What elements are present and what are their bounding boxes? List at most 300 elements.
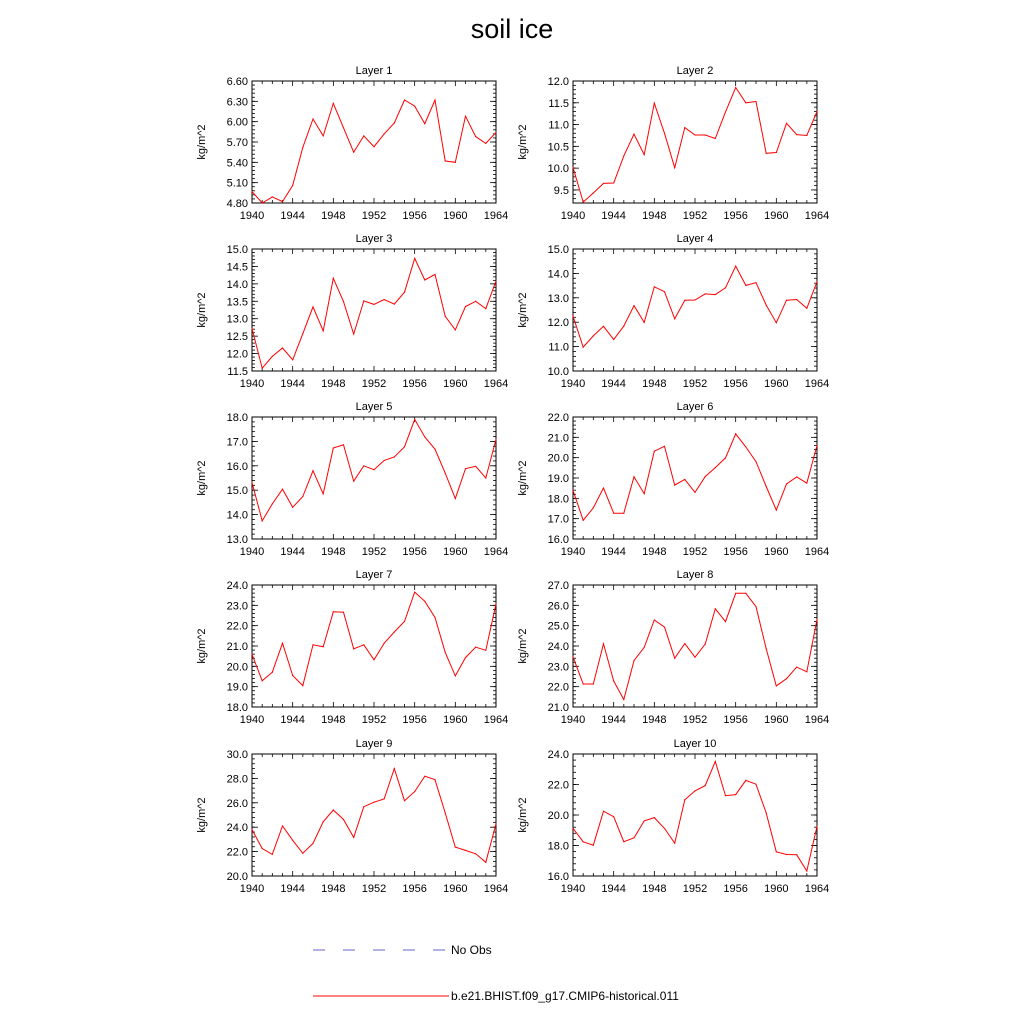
data-point: [363, 806, 364, 807]
x-tick-label: 1960: [443, 378, 468, 390]
data-point: [796, 476, 797, 477]
y-tick-label: 14.5: [226, 261, 248, 274]
data-point: [384, 133, 385, 134]
data-point: [603, 643, 604, 644]
y-tick-label: 11.5: [548, 97, 569, 110]
data-point: [333, 809, 334, 810]
x-tick-label: 1948: [321, 546, 346, 558]
y-tick-label: 17.0: [226, 436, 248, 449]
data-point: [333, 611, 334, 612]
x-tick-label: 1948: [642, 714, 667, 726]
data-point: [796, 854, 797, 855]
data-point: [603, 487, 604, 488]
data-point: [343, 301, 344, 302]
data-point: [735, 87, 736, 88]
data-point: [684, 643, 685, 644]
x-tick-label: 1956: [402, 883, 427, 895]
data-point: [583, 202, 584, 203]
data-point: [735, 265, 736, 266]
data-point: [373, 802, 374, 803]
data-point: [485, 477, 486, 478]
y-tick-label: 11.0: [548, 119, 569, 132]
data-point: [445, 316, 446, 317]
data-point: [684, 127, 685, 128]
data-point: [424, 776, 425, 777]
x-tick-label: 1944: [280, 210, 305, 222]
data-point: [495, 280, 496, 281]
y-tick-label: 18.0: [226, 412, 248, 424]
y-tick-label: 27.0: [547, 580, 569, 592]
y-tick-label: 13.0: [226, 534, 248, 546]
data-point: [633, 837, 634, 838]
y-tick-label: 15.0: [226, 244, 248, 256]
data-point: [755, 101, 756, 102]
data-point: [593, 845, 594, 846]
y-tick-label: 20.0: [226, 661, 248, 674]
data-point: [302, 853, 303, 854]
data-point: [414, 791, 415, 792]
x-tick-label: 1952: [361, 714, 387, 726]
data-point: [302, 685, 303, 686]
data-point: [272, 196, 273, 197]
data-point: [445, 160, 446, 161]
y-tick-label: 24.0: [226, 580, 248, 592]
data-point: [343, 444, 344, 445]
data-point: [434, 449, 435, 450]
data-point: [603, 811, 604, 812]
y-tick-label: 24.0: [547, 641, 569, 653]
panel-title: Layer 7: [355, 569, 393, 581]
x-tick-label: 1940: [239, 378, 265, 390]
data-point: [745, 780, 746, 781]
legend-label: b.e21.BHIST.f09_g17.CMIP6-historical.011: [451, 989, 679, 1003]
x-tick-label: 1956: [402, 210, 427, 222]
x-tick-label: 1948: [642, 883, 667, 895]
panel-title: Layer 6: [676, 401, 714, 413]
data-point: [394, 456, 395, 457]
data-point: [292, 675, 293, 676]
data-point: [806, 671, 807, 672]
data-point: [776, 510, 777, 511]
data-point: [312, 470, 313, 471]
chart-panel-6: [517, 401, 829, 558]
data-point: [272, 503, 273, 504]
data-point: [353, 481, 354, 482]
data-point: [654, 286, 655, 287]
data-point: [475, 301, 476, 302]
y-tick-label: 22.0: [226, 846, 248, 859]
y-tick-label: 26.0: [226, 797, 248, 810]
data-point: [455, 675, 456, 676]
y-tick-label: 12.0: [226, 348, 248, 361]
data-point: [664, 626, 665, 627]
y-tick-label: 18.0: [226, 702, 248, 714]
data-point: [745, 446, 746, 447]
x-tick-label: 1960: [764, 210, 789, 222]
y-tick-label: 6.60: [226, 76, 248, 88]
data-point: [593, 683, 594, 684]
data-point: [816, 826, 817, 827]
x-tick-label: 1952: [682, 714, 708, 726]
data-point: [282, 489, 283, 490]
series-line: [252, 592, 496, 686]
data-point: [735, 433, 736, 434]
x-tick-label: 1952: [682, 378, 708, 390]
chart-panel-2: [517, 65, 829, 222]
data-point: [424, 279, 425, 280]
data-point: [262, 520, 263, 521]
data-point: [353, 333, 354, 334]
x-tick-label: 1940: [239, 714, 265, 726]
y-tick-label: 23.0: [547, 661, 569, 674]
y-tick-label: 22.0: [547, 412, 569, 424]
plot-frame: [573, 417, 817, 539]
data-point: [755, 461, 756, 462]
series-line: [252, 100, 496, 203]
data-point: [475, 136, 476, 137]
data-point: [424, 601, 425, 602]
data-point: [404, 800, 405, 801]
data-point: [766, 812, 767, 813]
x-tick-label: 1952: [361, 378, 387, 390]
data-point: [816, 445, 817, 446]
data-point: [312, 118, 313, 119]
data-point: [633, 305, 634, 306]
data-point: [485, 862, 486, 863]
x-tick-label: 1940: [560, 378, 586, 390]
data-point: [323, 135, 324, 136]
chart-panel-5: [196, 401, 508, 558]
data-point: [766, 486, 767, 487]
y-tick-label: 12.0: [547, 317, 569, 330]
data-point: [353, 648, 354, 649]
y-tick-label: 22.0: [547, 681, 569, 694]
data-point: [715, 138, 716, 139]
y-tick-label: 10.5: [547, 141, 569, 154]
data-point: [623, 513, 624, 514]
x-tick-label: 1944: [601, 210, 626, 222]
data-point: [414, 592, 415, 593]
y-tick-label: 5.40: [226, 157, 248, 170]
y-tick-label: 11.5: [227, 366, 248, 378]
chart-panel-9: [196, 738, 508, 895]
data-point: [806, 308, 807, 309]
data-point: [572, 828, 573, 829]
plot-frame: [573, 249, 817, 371]
data-point: [644, 820, 645, 821]
data-point: [251, 191, 252, 192]
panel-title: Layer 9: [355, 738, 393, 750]
data-point: [343, 819, 344, 820]
y-tick-label: 14.0: [547, 268, 569, 281]
y-tick-label: 22.0: [547, 779, 569, 792]
x-tick-label: 1960: [764, 883, 789, 895]
data-point: [623, 699, 624, 700]
y-tick-label: 21.0: [547, 702, 569, 714]
y-axis-label: kg/m^2: [196, 628, 208, 664]
x-tick-label: 1964: [804, 210, 830, 222]
data-point: [613, 182, 614, 183]
chart-panel-8: [517, 569, 829, 726]
x-tick-label: 1964: [804, 546, 830, 558]
y-tick-label: 24.0: [226, 822, 248, 835]
data-point: [292, 840, 293, 841]
x-tick-label: 1956: [723, 210, 748, 222]
data-point: [776, 152, 777, 153]
data-point: [262, 202, 263, 203]
y-tick-label: 26.0: [547, 600, 569, 613]
data-point: [465, 306, 466, 307]
data-point: [404, 99, 405, 100]
data-point: [806, 482, 807, 483]
data-point: [485, 308, 486, 309]
data-point: [674, 167, 675, 168]
plot-frame: [252, 754, 496, 876]
data-point: [414, 419, 415, 420]
y-axis-label: kg/m^2: [517, 797, 529, 833]
chart-panel-4: [517, 233, 829, 390]
data-point: [384, 798, 385, 799]
data-point: [674, 658, 675, 659]
data-point: [745, 102, 746, 103]
data-point: [394, 303, 395, 304]
x-tick-label: 1964: [804, 714, 830, 726]
x-tick-label: 1956: [402, 546, 427, 558]
data-point: [796, 134, 797, 135]
data-point: [633, 134, 634, 135]
data-point: [766, 153, 767, 154]
y-tick-label: 16.0: [226, 460, 248, 473]
data-point: [445, 473, 446, 474]
plot-frame: [252, 585, 496, 707]
x-tick-label: 1964: [483, 378, 509, 390]
data-point: [251, 654, 252, 655]
data-point: [373, 659, 374, 660]
data-point: [654, 817, 655, 818]
data-point: [363, 300, 364, 301]
x-tick-label: 1956: [402, 714, 427, 726]
y-axis-label: kg/m^2: [196, 292, 208, 328]
x-tick-label: 1964: [804, 378, 830, 390]
data-point: [705, 785, 706, 786]
x-tick-label: 1944: [280, 883, 305, 895]
series-line: [252, 258, 496, 368]
data-point: [694, 657, 695, 658]
data-point: [796, 299, 797, 300]
data-point: [394, 122, 395, 123]
data-point: [282, 825, 283, 826]
data-point: [745, 593, 746, 594]
data-point: [806, 135, 807, 136]
x-tick-label: 1944: [601, 546, 626, 558]
y-tick-label: 5.70: [226, 137, 248, 149]
y-axis-label: kg/m^2: [517, 124, 529, 160]
y-tick-label: 16.0: [547, 534, 569, 546]
data-point: [684, 479, 685, 480]
y-axis-label: kg/m^2: [196, 797, 208, 833]
data-point: [613, 816, 614, 817]
data-point: [674, 318, 675, 319]
data-point: [766, 305, 767, 306]
series-line: [252, 769, 496, 863]
data-point: [323, 821, 324, 822]
data-point: [434, 779, 435, 780]
data-point: [603, 326, 604, 327]
data-point: [475, 647, 476, 648]
y-axis-label: kg/m^2: [517, 628, 529, 664]
data-point: [735, 794, 736, 795]
data-point: [292, 359, 293, 360]
data-point: [725, 111, 726, 112]
data-point: [816, 281, 817, 282]
data-point: [251, 482, 252, 483]
y-axis-label: kg/m^2: [517, 292, 529, 328]
data-point: [445, 812, 446, 813]
data-point: [644, 322, 645, 323]
panel-title: Layer 10: [673, 738, 717, 750]
x-tick-label: 1940: [560, 883, 586, 895]
data-point: [593, 335, 594, 336]
data-point: [674, 843, 675, 844]
x-tick-label: 1940: [239, 210, 265, 222]
x-tick-label: 1948: [321, 883, 346, 895]
y-tick-label: 20.0: [547, 452, 569, 465]
y-tick-label: 19.0: [226, 681, 248, 694]
y-axis-label: kg/m^2: [517, 460, 529, 496]
panel-title: Layer 5: [355, 401, 393, 413]
data-point: [684, 300, 685, 301]
data-point: [404, 446, 405, 447]
chart-panel-3: [196, 233, 508, 390]
data-point: [465, 850, 466, 851]
data-point: [786, 123, 787, 124]
data-point: [644, 647, 645, 648]
data-point: [684, 799, 685, 800]
data-point: [475, 466, 476, 467]
y-tick-label: 12.0: [547, 76, 569, 88]
x-tick-label: 1956: [723, 714, 748, 726]
data-point: [424, 123, 425, 124]
data-point: [394, 768, 395, 769]
data-point: [786, 854, 787, 855]
data-point: [664, 446, 665, 447]
data-point: [312, 306, 313, 307]
x-tick-label: 1952: [361, 883, 387, 895]
chart-panel-10: [517, 738, 829, 895]
data-point: [715, 608, 716, 609]
x-tick-label: 1940: [239, 883, 265, 895]
chart-panel-1: [196, 65, 508, 222]
x-tick-label: 1948: [321, 210, 346, 222]
data-point: [725, 621, 726, 622]
data-point: [725, 287, 726, 288]
data-point: [251, 829, 252, 830]
y-tick-label: 13.5: [226, 296, 248, 309]
data-point: [485, 650, 486, 651]
data-point: [323, 493, 324, 494]
data-point: [495, 823, 496, 824]
data-point: [353, 837, 354, 838]
data-point: [302, 147, 303, 148]
y-axis-label: kg/m^2: [196, 460, 208, 496]
data-point: [613, 680, 614, 681]
data-point: [613, 513, 614, 514]
y-tick-label: 13.0: [226, 313, 248, 326]
data-point: [776, 685, 777, 686]
data-point: [725, 795, 726, 796]
data-point: [755, 784, 756, 785]
x-tick-label: 1944: [601, 883, 626, 895]
y-tick-label: 20.0: [226, 871, 248, 883]
y-tick-label: 12.5: [226, 331, 248, 344]
data-point: [705, 134, 706, 135]
data-point: [623, 326, 624, 327]
x-tick-label: 1964: [804, 883, 830, 895]
y-tick-label: 24.0: [547, 749, 569, 761]
data-point: [251, 328, 252, 329]
data-point: [572, 316, 573, 317]
panel-title: Layer 3: [355, 233, 393, 245]
data-point: [603, 183, 604, 184]
data-point: [434, 99, 435, 100]
data-point: [725, 457, 726, 458]
data-point: [776, 322, 777, 323]
data-point: [583, 346, 584, 347]
data-point: [465, 468, 466, 469]
data-point: [455, 329, 456, 330]
x-tick-label: 1948: [642, 546, 667, 558]
x-tick-label: 1960: [764, 546, 789, 558]
y-tick-label: 4.80: [226, 198, 248, 210]
x-tick-label: 1948: [642, 378, 667, 390]
y-tick-label: 28.0: [226, 773, 248, 786]
x-tick-label: 1940: [239, 546, 265, 558]
data-point: [664, 291, 665, 292]
data-point: [572, 167, 573, 168]
y-tick-label: 22.0: [226, 620, 248, 633]
x-tick-label: 1964: [483, 714, 509, 726]
data-point: [262, 368, 263, 369]
plot-frame: [573, 585, 817, 707]
y-tick-label: 30.0: [226, 749, 248, 761]
data-point: [363, 135, 364, 136]
y-tick-label: 5.10: [226, 177, 248, 190]
data-point: [272, 672, 273, 673]
x-tick-label: 1952: [682, 546, 708, 558]
data-point: [455, 846, 456, 847]
plot-frame: [252, 417, 496, 539]
data-point: [302, 333, 303, 334]
data-point: [384, 299, 385, 300]
data-point: [282, 347, 283, 348]
x-tick-label: 1940: [560, 210, 586, 222]
y-tick-label: 6.30: [226, 96, 248, 109]
x-tick-label: 1952: [361, 210, 387, 222]
data-point: [583, 683, 584, 684]
data-point: [323, 330, 324, 331]
y-tick-label: 9.5: [553, 184, 569, 197]
data-point: [414, 105, 415, 106]
data-point: [333, 447, 334, 448]
data-point: [282, 201, 283, 202]
y-tick-label: 19.0: [547, 473, 569, 485]
data-point: [664, 828, 665, 829]
y-tick-label: 6.00: [226, 116, 248, 129]
data-point: [694, 790, 695, 791]
data-point: [654, 619, 655, 620]
data-point: [786, 483, 787, 484]
data-point: [445, 652, 446, 653]
